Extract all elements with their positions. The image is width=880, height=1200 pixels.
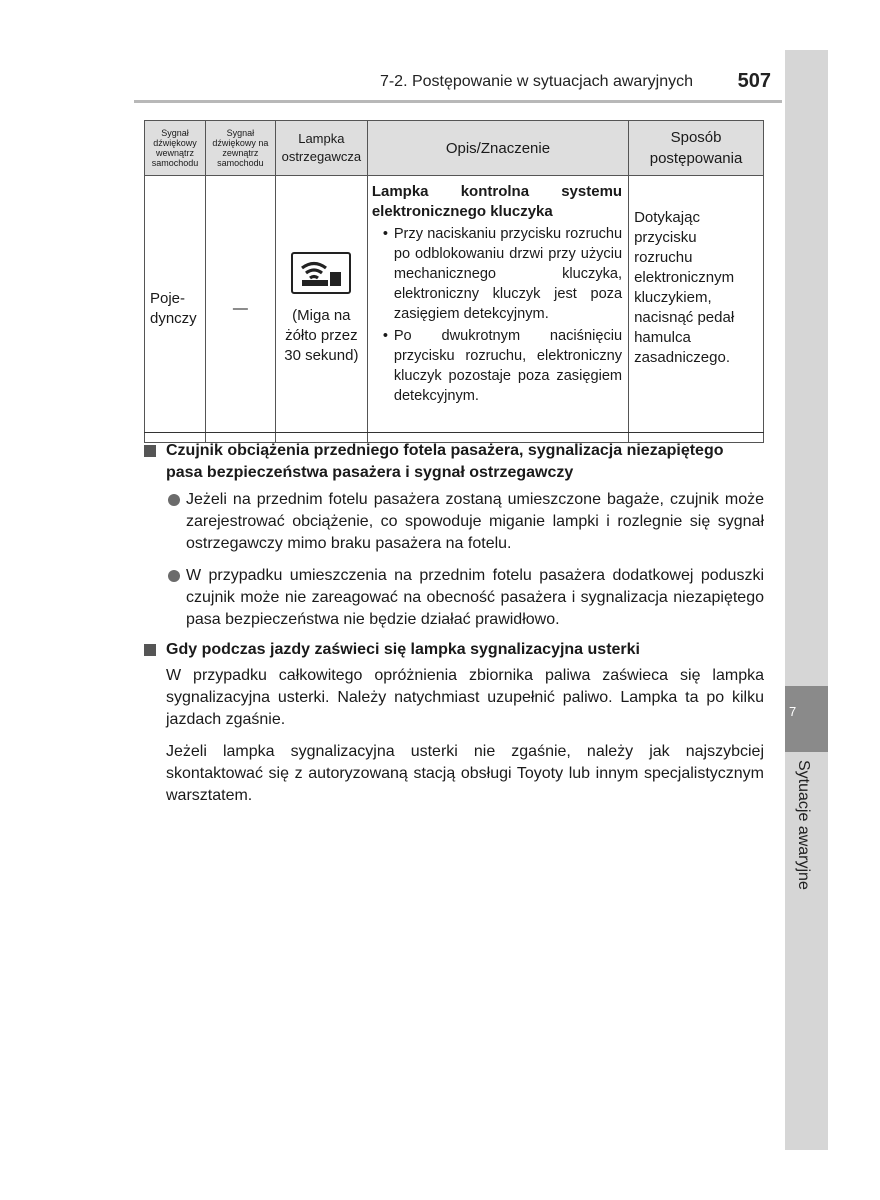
page-number: 507 — [737, 70, 771, 92]
cell-inside-sound: Poje-dynczy — [145, 176, 206, 443]
circle-bullet-icon — [168, 570, 180, 582]
cell-warning-lamp — [275, 176, 367, 443]
paragraph: Jeżeli lampka sygnalizacyjna usterki nie zgaśnie, należy jak najszybciej skontaktować się z autoryzowaną stacją obsługi Toyoty lub innym specjalistycznym warsztatem. — [166, 743, 764, 804]
chapter-tab — [785, 686, 828, 752]
section-divider — [144, 432, 764, 433]
square-bullet-icon — [144, 644, 156, 656]
warning-table — [144, 120, 764, 443]
section-heading: Czujnik obciążenia przedniego fotela pasażera, sygnalizacja niezapiętego pasa bezpieczeństwa pasażera i sygnał ostrzegawczy — [144, 440, 764, 484]
table-row — [145, 176, 764, 443]
section-title: 7-2. Postępowanie w sytuacjach awaryjnych — [379, 73, 693, 90]
paragraph: W przypadku całkowitego opróżnienia zbiornika paliwa zaświeca się lampka sygnalizacyjna usterki. Należy natychmiast uzupełnić paliwo. Lampka ta po kilku jazdach zgaśnie. — [166, 667, 764, 728]
page-header — [134, 62, 779, 102]
cell-description — [367, 176, 628, 443]
chapter-title: Sytuacje awaryjne — [795, 760, 812, 890]
table-header-row — [145, 121, 764, 176]
cell-outside-sound: — — [205, 176, 275, 443]
col-warning-lamp: Lampka ostrzegawcza — [275, 121, 367, 176]
col-outside-sound: Sygnał dźwiękowy na zewnątrz samochodu — [205, 121, 275, 176]
list-item: W przypadku umieszczenia na przednim fotelu pasażera dodatkowej poduszki czujnik może nie zareagować na obecność pasażera i sygnalizacja niezapiętego pasa bezpieczeństwa nie będzie działać prawidłowo. — [144, 565, 764, 631]
col-description: Opis/Znaczenie — [367, 121, 628, 176]
lamp-note: (Miga na żółto przez 30 sekund) — [284, 307, 359, 364]
description-item: • Po dwukrotnym naciśnięciu przycisku rozruchu, elektroniczny kluczyk pozostaje poza zasięgiem detekcyjnym. — [372, 326, 622, 406]
description-item: • Przy naciskaniu przycisku rozruchu po odblokowaniu drzwi przy użyciu mechanicznego kluczyka, elektroniczny kluczyk jest poza zasięgiem detekcyjnym. — [372, 224, 622, 324]
list-item: Jeżeli na przednim fotelu pasażera zostaną umieszczone bagaże, czujnik może zarejestrować obciążenie, co spowoduje miganie lampki i rozlegnie się sygnał ostrzegawczy mimo braku pasażera na fotelu. — [144, 489, 764, 555]
square-bullet-icon — [144, 445, 156, 457]
col-inside-sound: Sygnał dźwiękowy wewnątrz samochodu — [145, 121, 206, 176]
key-signal-icon — [291, 252, 351, 294]
content — [144, 440, 764, 807]
description-title: Lampka kontrolna systemu elektronicznego kluczyka — [371, 183, 623, 220]
cell-action: Dotykając przycisku rozruchu elektronicznym kluczykiem, nacisnąć pedał hamulca zasadniczego. — [629, 176, 764, 443]
section-heading: Gdy podczas jazdy zaświeci się lampka sygnalizacyjna usterki — [144, 639, 764, 661]
chapter-number: 7 — [789, 704, 797, 719]
header-rule — [134, 100, 782, 103]
side-strip — [785, 50, 828, 1150]
circle-bullet-icon — [168, 494, 180, 506]
col-action: Sposób postępowania — [629, 121, 764, 176]
